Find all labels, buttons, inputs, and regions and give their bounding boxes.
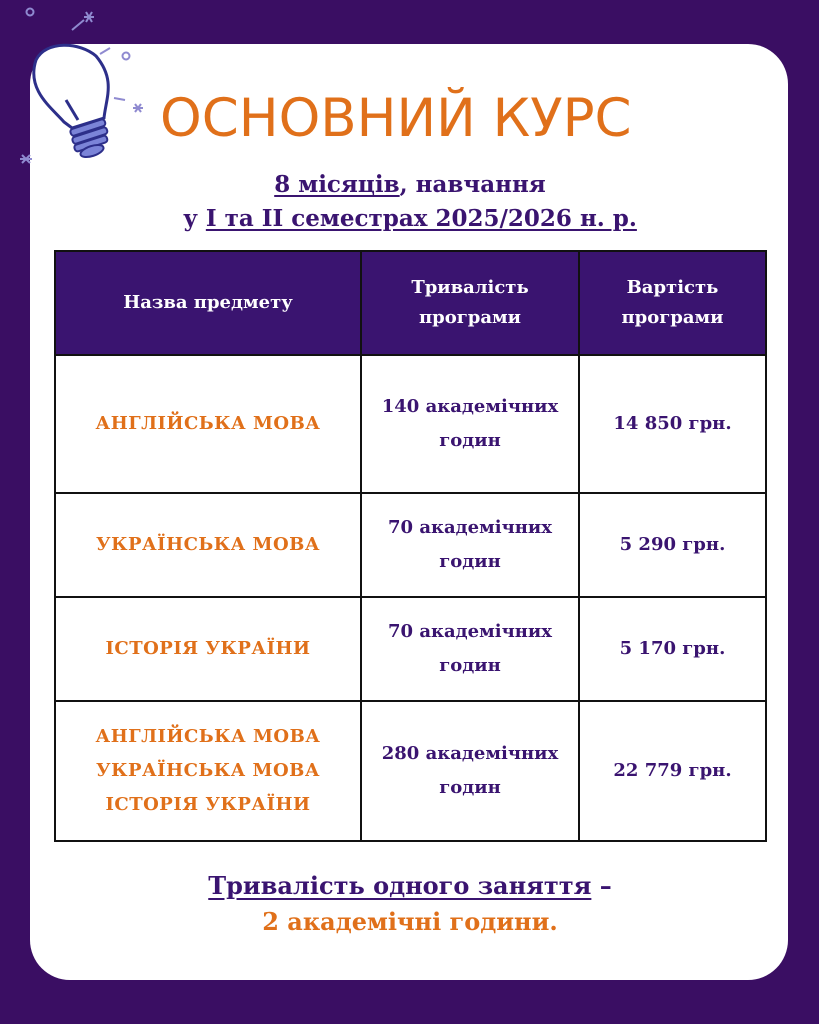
table-row: [55, 493, 766, 597]
subtitle-line2-prefix: у: [183, 205, 206, 232]
subject-cell: АНГЛІЙСЬКА МОВА: [55, 355, 361, 493]
pricing-table: [54, 250, 767, 842]
subject-cell: УКРАЇНСЬКА МОВА: [55, 493, 361, 597]
lesson-duration-link[interactable]: Тривалість одного заняття: [208, 871, 592, 900]
table-row: [55, 701, 766, 841]
table-row: [55, 355, 766, 493]
subtitle-line1-rest: , навчання: [399, 171, 546, 198]
subject-cell: ІСТОРІЯ УКРАЇНИ: [55, 597, 361, 701]
price-cell: 5 290 грн.: [579, 493, 766, 597]
table-header-row: [55, 251, 766, 355]
header-price: Вартість програми: [579, 251, 766, 355]
price-cell: 14 850 грн.: [579, 355, 766, 493]
lightbulb-icon: [0, 0, 160, 175]
header-subject: Назва предмету: [55, 251, 361, 355]
price-cell: 22 779 грн.: [579, 701, 766, 841]
footer-note: [40, 868, 780, 940]
subject-cell: АНГЛІЙСЬКА МОВА УКРАЇНСЬКА МОВА ІСТОРІЯ УКРАЇНИ: [55, 701, 361, 841]
footer-line2: 2 академічні години.: [262, 907, 558, 936]
footer-dash: –: [591, 871, 612, 900]
duration-link[interactable]: 8 місяців: [274, 171, 400, 198]
course-subtitle: [40, 168, 780, 236]
duration-cell: 70 академічних годин: [361, 493, 579, 597]
duration-cell: 280 академічних годин: [361, 701, 579, 841]
page-title: ОСНОВНИЙ КУРС: [160, 88, 632, 149]
header-duration: Тривалість програми: [361, 251, 579, 355]
table-row: [55, 597, 766, 701]
semester-link[interactable]: І та ІІ семестрах 2025/2026 н. р.: [205, 205, 637, 232]
duration-cell: 70 академічних годин: [361, 597, 579, 701]
price-cell: 5 170 грн.: [579, 597, 766, 701]
duration-cell: 140 академічних годин: [361, 355, 579, 493]
